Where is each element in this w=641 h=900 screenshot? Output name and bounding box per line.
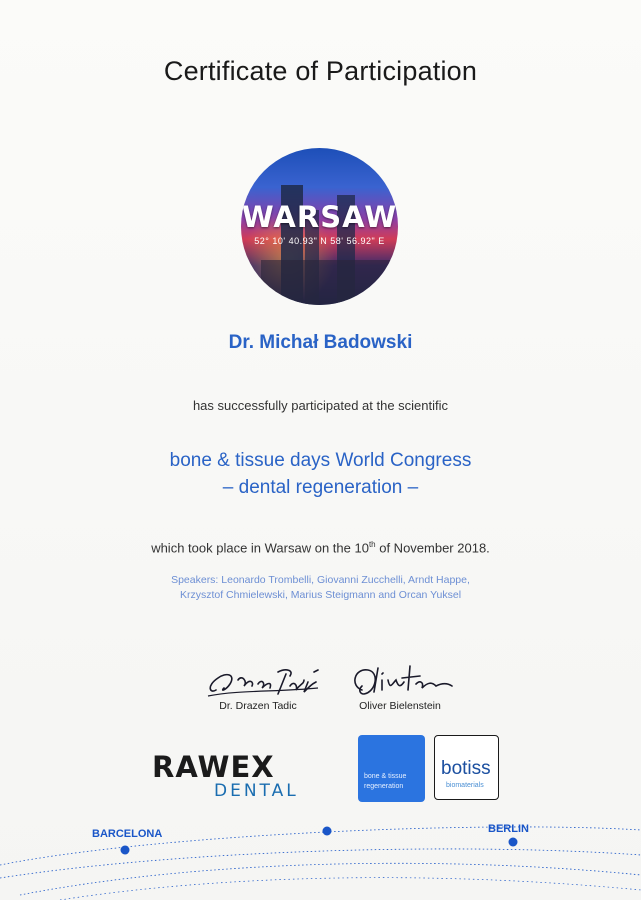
signature-block-tadic (178, 660, 338, 720)
badge-city-name: WARSAW (241, 200, 398, 234)
recipient-name: Dr. Michał Badowski (228, 332, 413, 353)
signatory-name: Dr. Drazen Tadic (219, 700, 297, 712)
participation-text: has successfully participated at the scientific (192, 398, 449, 413)
rawex-wordmark: RAWEX (152, 750, 275, 784)
signature-block-bielenstein (320, 660, 480, 720)
badge-coordinates: 52° 10' 40.93" N 58' 56.92" E (254, 236, 385, 246)
warsaw-city-badge (241, 148, 398, 305)
route-map-graphic (0, 800, 641, 900)
bone-tissue-regeneration-logo (358, 735, 425, 802)
bone-tissue-logo-text (364, 772, 406, 792)
barcelona-label: BARCELONA (92, 828, 163, 840)
date-suffix: of November 2018. (375, 540, 490, 556)
event-subtitle: – dental regeneration – (222, 477, 419, 498)
city-base-shape (261, 260, 391, 305)
dental-wordmark: DENTAL (214, 781, 299, 801)
biomaterials-wordmark: biomaterials (446, 782, 484, 789)
berlin-dot (509, 838, 518, 847)
date-prefix: which took place in Warsaw on the 10 (151, 540, 369, 556)
berlin-label: BERLIN (488, 823, 529, 835)
speakers-line: Speakers: Leonardo Trombelli, Giovanni Zucchelli, Arndt Happe, (171, 574, 470, 586)
speakers-list (100, 573, 541, 603)
warsaw-dot (323, 827, 332, 836)
handwritten-signature-bielenstein (320, 660, 480, 702)
speakers-line: Krzysztof Chmielewski, Marius Steigmann and Orcan Yuksel (179, 589, 462, 601)
logo-text-line: bone & tissue (364, 773, 407, 780)
date-ordinal: th (368, 540, 376, 549)
botiss-biomaterials-logo (434, 735, 499, 800)
signatory-name: Oliver Bielenstein (359, 700, 441, 712)
barcelona-dot (121, 846, 130, 855)
botiss-wordmark: botiss (441, 758, 491, 779)
logo-text-line: regeneration (364, 783, 404, 790)
event-date-text (0, 540, 641, 555)
certificate-title: Certificate of Participation (163, 56, 478, 86)
rawex-dental-logo (152, 752, 312, 800)
event-title: bone & tissue days World Congress (169, 450, 472, 471)
handwritten-signature-tadic (178, 660, 338, 702)
